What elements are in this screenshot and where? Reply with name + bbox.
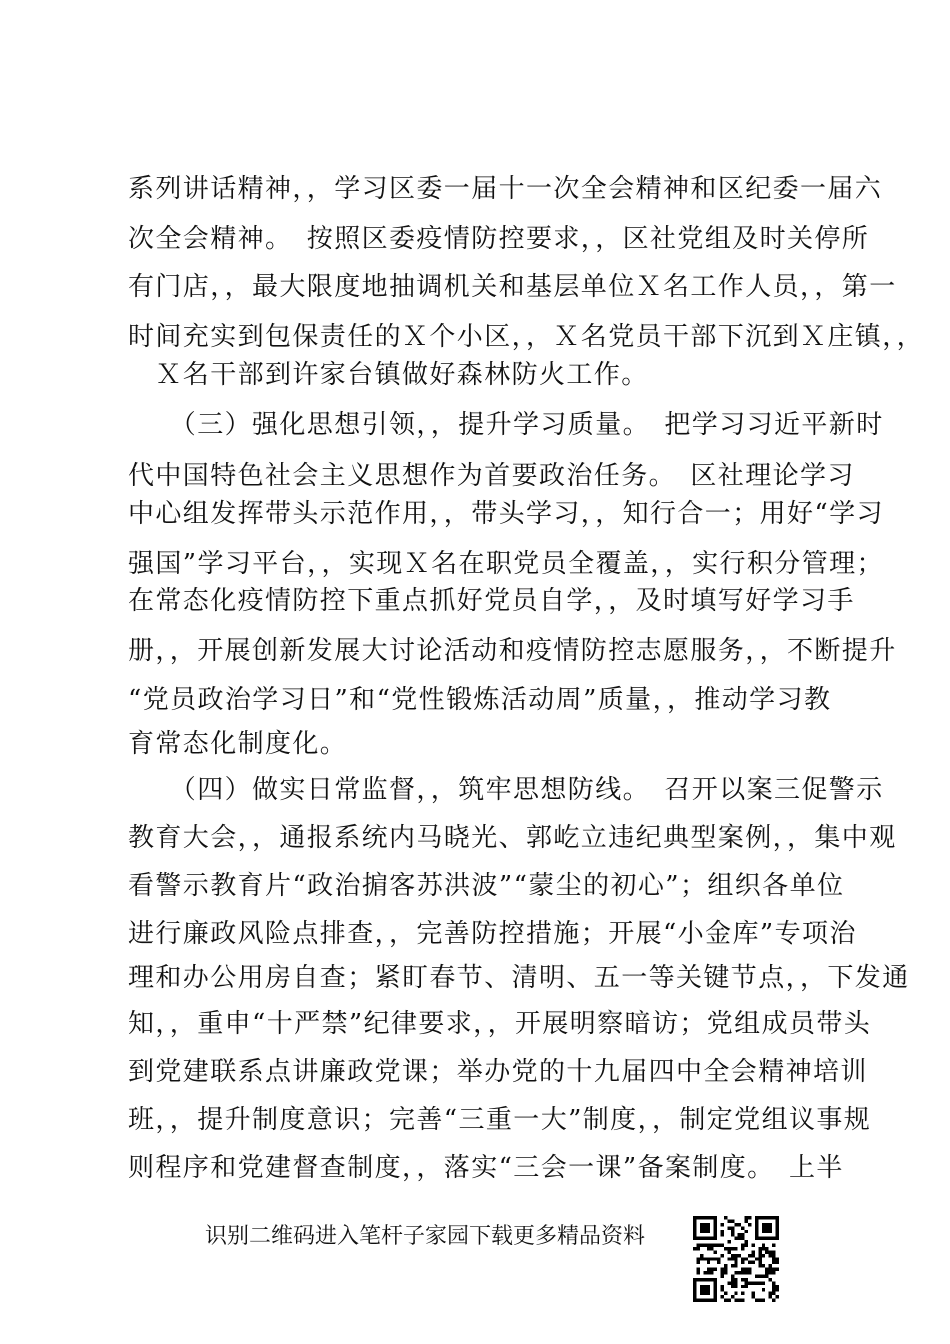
- text-line: 育常态化制度化。: [128, 729, 348, 759]
- qr-code-icon[interactable]: [693, 1216, 779, 1302]
- text-line: 在常态化疫情防控下重点抓好党员自学，，及时填写好学习手: [128, 586, 855, 616]
- text-line: 有门店，，最大限度地抽调机关和基层单位Ｘ名工作人员，，第一: [128, 272, 897, 302]
- text-line: 时间充实到包保责任的Ｘ个小区，，Ｘ名党员干部下沉到Ｘ庄镇，，: [128, 322, 925, 352]
- text-line: 系列讲话精神，，学习区委一届十一次全会精神和区纪委一届六: [128, 174, 883, 204]
- text-line: 班，，提升制度意识；完善“三重一大”制度，，制定党组议事规: [128, 1105, 872, 1135]
- text-line: （三）强化思想引领，，提升学习质量。 把学习习近平新时: [128, 410, 884, 440]
- text-line: 进行廉政风险点排查，，完善防控措施；开展“小金库”专项治: [128, 919, 857, 949]
- text-line: Ｘ名干部到许家台镇做好森林防火工作。: [128, 360, 649, 390]
- text-line: 次全会精神。 按照区委疫情防控要求，，区社党组及时关停所: [128, 224, 870, 254]
- text-line: 中心组发挥带头示范作用，，带头学习，，知行合一；用好“学习: [128, 499, 884, 529]
- text-line: 代中国特色社会主义思想作为首要政治任务。 区社理论学习: [128, 461, 855, 491]
- text-line: 强国”学习平台，，实现Ｘ名在职党员全覆盖，，实行积分管理；: [128, 549, 884, 579]
- text-line: 册，，开展创新发展大讨论活动和疫情防控志愿服务，，不断提升: [128, 636, 897, 666]
- text-line: 理和办公用房自查；紧盯春节、清明、五一等关键节点，，下发通: [128, 963, 910, 993]
- text-line: “党员政治学习日”和“党性锻炼活动周”质量，，推动学习教: [128, 685, 832, 715]
- text-line: 教育大会，，通报系统内马晓光、郭屹立违纪典型案例，，集中观: [128, 823, 897, 853]
- text-line: 到党建联系点讲廉政党课；举办党的十九届四中全会精神培训: [128, 1057, 868, 1087]
- text-line: 则程序和党建督查制度，，落实“三会一课”备案制度。 上半: [128, 1153, 844, 1183]
- text-line: （四）做实日常监督，，筑牢思想防线。 召开以案三促警示: [128, 775, 884, 805]
- footer-promo-text: 识别二维码进入笔杆子家园下载更多精品资料: [205, 1224, 646, 1249]
- text-line: 看警示教育片“政治掮客苏洪波”“蒙尘的初心”；组织各单位: [128, 871, 845, 901]
- text-line: 知，，重申“十严禁”纪律要求，，开展明察暗访；党组成员带头: [128, 1009, 872, 1039]
